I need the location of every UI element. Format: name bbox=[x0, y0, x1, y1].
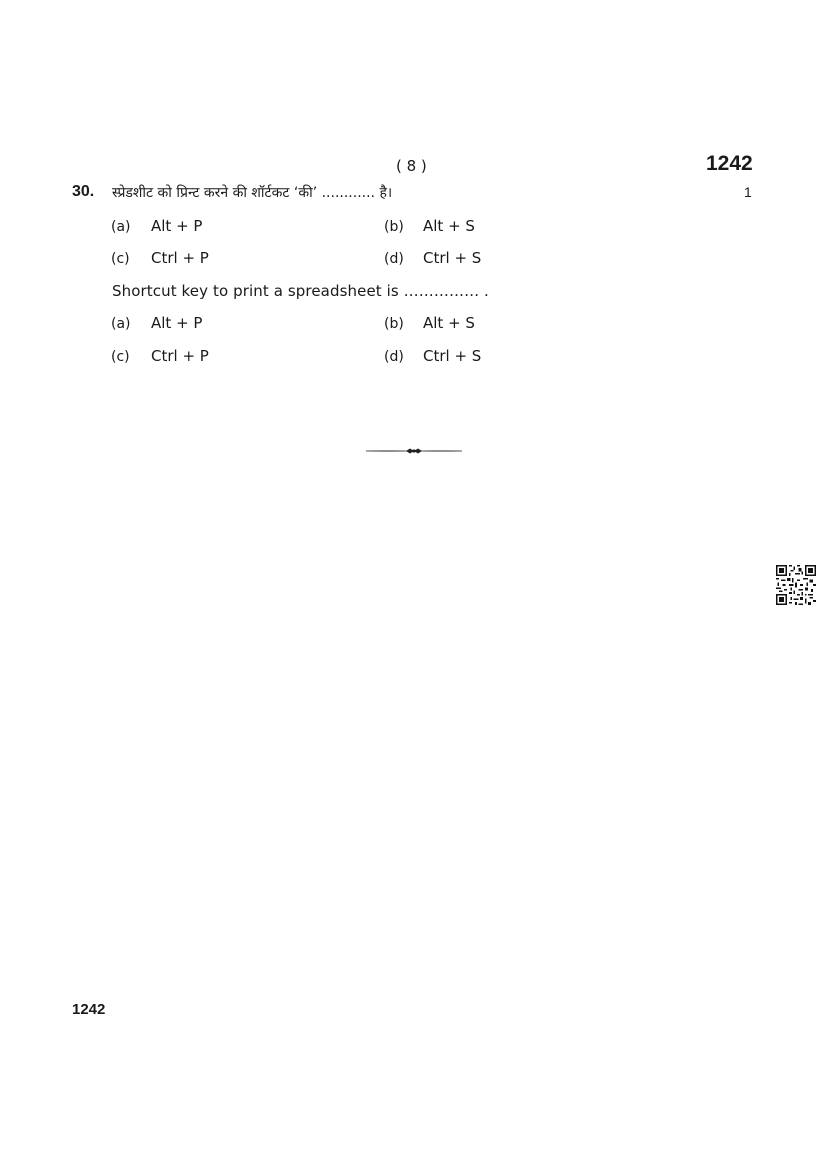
end-ornament-divider bbox=[366, 445, 462, 457]
option-text: Ctrl + S bbox=[423, 249, 482, 267]
option-letter: (b) bbox=[384, 219, 404, 235]
option-text: Ctrl + S bbox=[423, 347, 482, 365]
option-letter: (d) bbox=[384, 251, 404, 267]
option-text: Alt + S bbox=[423, 314, 475, 332]
question-text-hindi: स्प्रेडशीट को प्रिन्ट करने की शॉर्टकट ‘की’ ............ है। bbox=[112, 185, 393, 201]
option-text: Alt + S bbox=[423, 217, 475, 235]
option-text: Ctrl + P bbox=[151, 347, 209, 365]
option-letter: (b) bbox=[384, 316, 404, 332]
option-letter: (a) bbox=[111, 219, 131, 235]
option-letter: (c) bbox=[111, 349, 130, 365]
question-marks: 1 bbox=[744, 184, 752, 200]
option-letter: (a) bbox=[111, 316, 131, 332]
option-text: Alt + P bbox=[151, 314, 203, 332]
qr-code-icon bbox=[776, 565, 816, 605]
option-letter: (c) bbox=[111, 251, 130, 267]
paper-code-header: 1242 bbox=[706, 152, 753, 175]
option-text: Alt + P bbox=[151, 217, 203, 235]
question-number: 30. bbox=[72, 183, 95, 200]
page-number: ( 8 ) bbox=[396, 157, 427, 175]
option-letter: (d) bbox=[384, 349, 404, 365]
paper-code-footer: 1242 bbox=[72, 1001, 106, 1018]
option-text: Ctrl + P bbox=[151, 249, 209, 267]
question-text-english: Shortcut key to print a spreadsheet is …………… . bbox=[112, 282, 489, 300]
